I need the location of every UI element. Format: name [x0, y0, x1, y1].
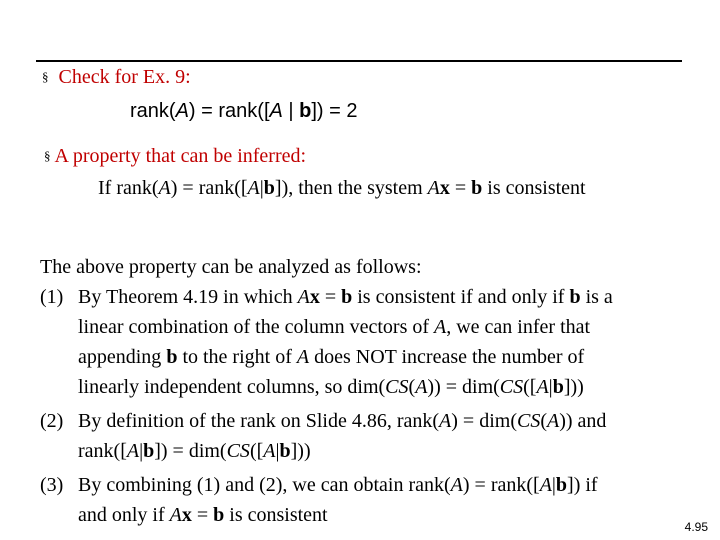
- item-2-line-2: rank([A|b]) = dim(CS([A|b])): [78, 440, 311, 462]
- item-2-number: (2): [40, 410, 64, 432]
- slide-page-number: 4.95: [684, 520, 708, 534]
- section-bullet-icon: §: [44, 148, 51, 163]
- check-bullet: [42, 66, 191, 89]
- property-statement: If rank(A) = rank([A|b]), then the system Ax = b is consistent: [98, 177, 586, 199]
- property-heading: A property that can be inferred:: [54, 145, 307, 167]
- item-1-number: (1): [40, 286, 64, 308]
- item-1-line-3: appending b to the right of A does NOT increase the number of: [78, 346, 585, 368]
- analysis-intro: The above property can be analyzed as follows:: [40, 256, 422, 278]
- property-bullet: [44, 145, 306, 168]
- item-1-line-2: linear combination of the column vectors of A, we can infer that: [78, 316, 591, 338]
- check-heading: Check for Ex. 9:: [58, 66, 191, 88]
- item-2-line-1: By definition of the rank on Slide 4.86, rank(A) = dim(CS(A)) and: [78, 410, 607, 432]
- item-1-line-1: By Theorem 4.19 in which Ax = b is consistent if and only if b is a: [78, 286, 613, 308]
- item-3-line-2: and only if Ax = b is consistent: [78, 504, 328, 526]
- item-3-number: (3): [40, 474, 64, 496]
- title-divider-line: [36, 60, 682, 62]
- item-1-line-4: linearly independent columns, so dim(CS(A)) = dim(CS([A|b])): [78, 376, 584, 398]
- rank-equation: rank(A) = rank([A | b]) = 2: [130, 100, 358, 122]
- section-bullet-icon: §: [42, 69, 49, 84]
- item-3-line-1: By combining (1) and (2), we can obtain rank(A) = rank([A|b]) if: [78, 474, 598, 496]
